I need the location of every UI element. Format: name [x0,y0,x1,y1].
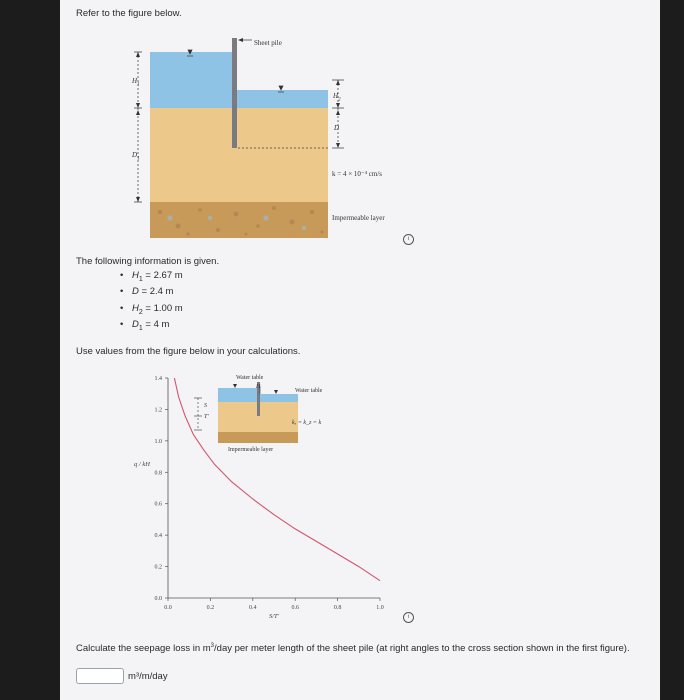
info-icon-2[interactable]: i [403,612,414,623]
intro-text: Refer to the figure below. [76,8,182,19]
sheet-pile-figure [60,0,660,250]
sheet-pile-label: Sheet pile [254,39,282,47]
inset-k-label: kₓ = k_z = k [292,420,322,426]
y-tick-label: 0.2 [154,564,162,571]
x-tick-label: 0.4 [249,605,257,611]
seepage-chart [120,370,410,625]
given-h1: • $H_1 = 2.67$ m [120,270,183,286]
given-list [120,270,183,336]
use-values-text: Use values from the figure below in your calculations. [76,346,301,357]
downstream-water [233,90,328,108]
y-tick-label: 1.2 [154,407,162,414]
x-tick-label: 0.0 [164,605,172,611]
impermeable-layer [150,202,328,238]
info-icon[interactable]: i [403,234,414,245]
y-tick-label: 1.4 [154,376,162,382]
y-tick-label: 0.0 [154,596,162,602]
d1-label: $D_1$ [132,151,140,162]
answer-input[interactable] [76,668,124,684]
y-tick-label: 0.6 [154,501,162,508]
y-tick-label: 0.8 [154,470,162,477]
x-tick-label: 1.0 [376,605,384,611]
given-d1: • $D_1 = 4$ m [120,319,183,335]
y-axis-label: q / kH [134,461,150,468]
inset-t-label: T' [204,414,209,420]
given-heading: The following information is given. [76,256,220,267]
permeability-label: k = 4 × 10⁻⁴ cm/s [332,170,383,178]
given-h2: • $H_2 = 1.00$ m [120,303,183,319]
y-tick-label: 1.0 [154,438,162,445]
sheet-pile [232,38,237,148]
x-tick-label: 0.2 [206,605,215,611]
d-label: D [334,124,340,132]
x-tick-label: 0.6 [291,605,299,611]
h2-label: $H_2$ [333,92,341,103]
chart-inset [218,382,298,443]
impermeable-layer-label: Impermeable layer [332,214,385,222]
inset-water-table-left: Water table [236,375,264,381]
given-d: • D = 2.4 m [120,286,183,302]
h1-label: $H_1$ [132,77,140,88]
upstream-water [150,52,233,108]
inset-h-label: H [256,384,261,390]
question-page [60,0,660,700]
answer-row [76,668,168,684]
chart-inset-dims [194,398,202,430]
question-text: Calculate the seepage loss in $m^3$/day per meter length of the sheet pile (at right angles to the cross section shown in the first figure). [76,643,630,655]
x-axis-label: S/T' [268,613,280,620]
inset-impermeable-label: Impermeable layer [228,447,274,453]
inset-s-label: S [204,403,207,409]
y-tick-label: 0.4 [154,533,162,540]
x-tick-label: 0.8 [333,605,342,611]
inset-water-table-right: Water table [295,388,323,394]
answer-unit: m³/m/day [128,670,168,682]
soil-layer [150,108,328,202]
